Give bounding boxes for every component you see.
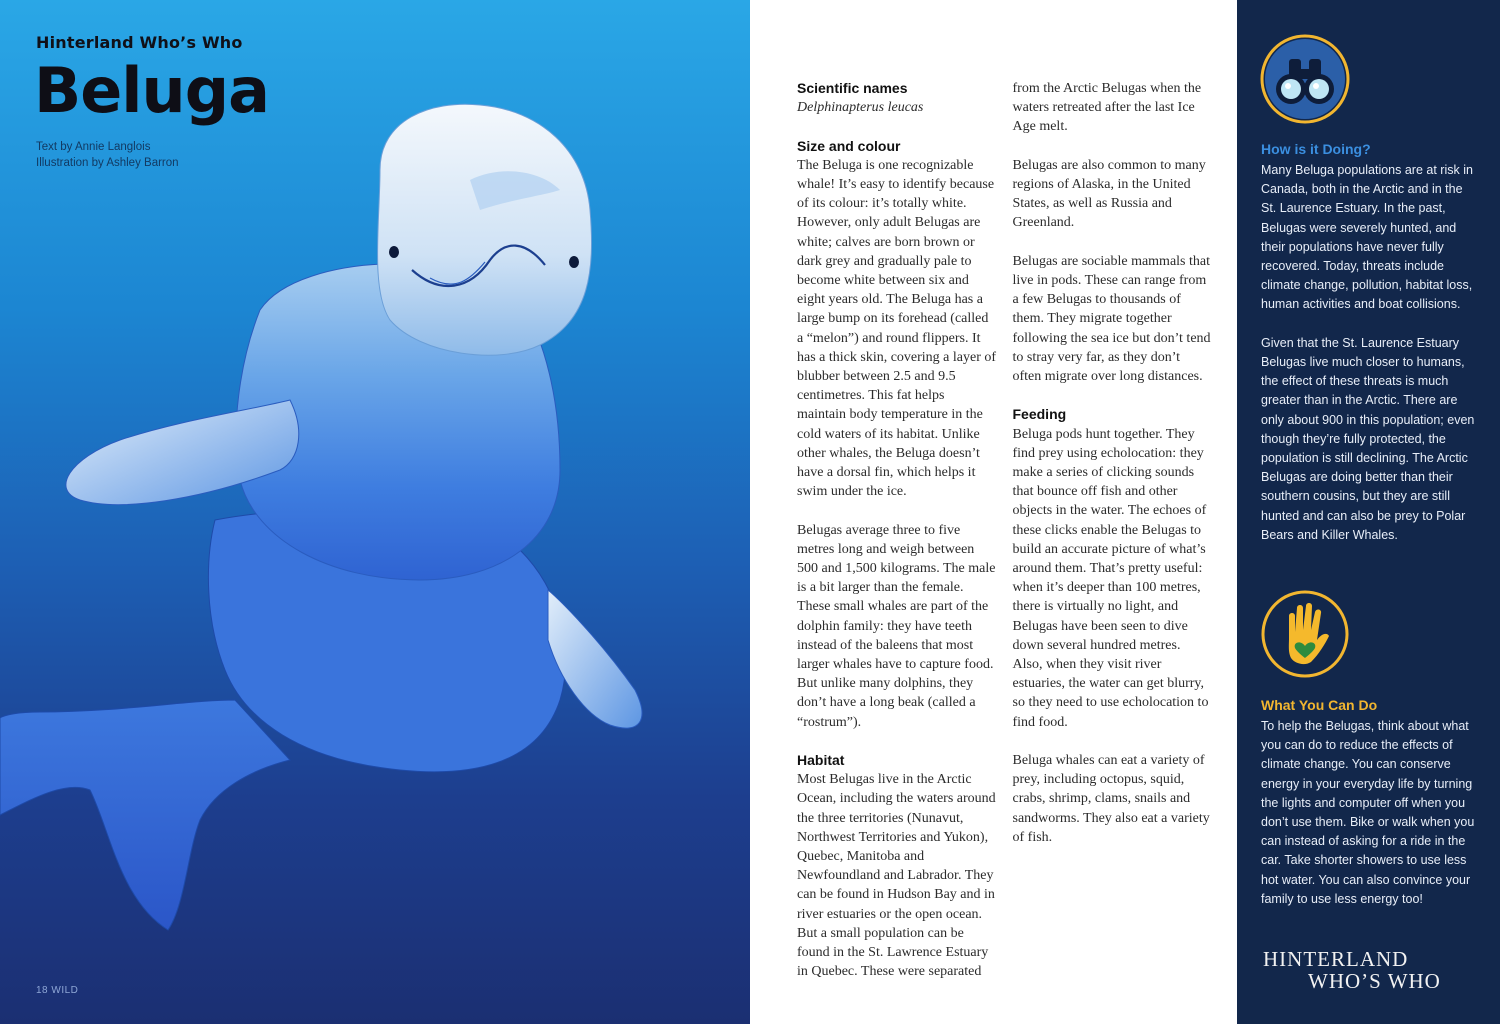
sidebar bbox=[1237, 0, 1500, 1024]
habitat-paragraph-3: Belugas are sociable mammals that live in pods. These can range from a few Belugas to thousands of them. They migrate together following the sea ice but don’t tend to stray very far, as they don’t often migrate over long distances. bbox=[1012, 253, 1211, 385]
article-body bbox=[797, 79, 1212, 989]
feeding-paragraph-2: Beluga whales can eat a variety of prey, including octopus, squid, crabs, shrimp, clams, snails and sandworms. They also eat a variety of fish. bbox=[1012, 753, 1210, 845]
what-you-can-do-text bbox=[1261, 717, 1475, 928]
page-title: Beluga bbox=[34, 54, 269, 127]
illustration-credit: Illustration by Ashley Barron bbox=[36, 157, 179, 169]
section-heading-scientific-names: Scientific names bbox=[797, 80, 908, 96]
feeding-paragraph-1: Beluga pods hunt together. They find prey using echolocation: they make a series of clicking sounds that bounce off fish and other objects in the water. The echoes of these clicks enable the Belugas to build an accurate picture of what’s around them. That’s pretty useful: when it’s deeper than 100 metres, there is virtually no light, and Belugas have been seen to dive down several hundred metres. Also, when they visit river estuaries, the water can get blurry, so they need to use echolocation to find food. bbox=[1012, 426, 1209, 730]
size-paragraph-1: The Beluga is one recognizable whale! It’s easy to identify because of its colour: it’s totally white. However, only adult Belugas are white; calves are born brown or dark grey and gradually pale to become white between six and eight years old. The Beluga has a large bump on its forehead (called a “melon”) and round flippers. It has a thick skin, covering a layer of blubber between 2.5 and 9.5 centimetres. This fat helps maintain body temperature in the cold waters of its habitat. Unlike other whales, the Beluga doesn’t have a dorsal fin, which helps it swim under the ice. bbox=[797, 157, 997, 500]
section-heading-habitat: Habitat bbox=[797, 752, 845, 769]
logo-line-2: WHO’S WHO bbox=[1308, 969, 1441, 993]
hinterland-logo bbox=[1263, 948, 1443, 992]
beluga-right-eye bbox=[569, 256, 579, 268]
hand-heart-icon bbox=[1259, 588, 1351, 680]
logo-line-1: HINTERLAND bbox=[1263, 947, 1409, 971]
text-credit: Text by Annie Langlois bbox=[36, 141, 151, 153]
beluga-tail bbox=[0, 700, 290, 930]
section-heading-size-colour: Size and colour bbox=[797, 137, 901, 154]
how-is-it-doing-heading: How is it Doing? bbox=[1261, 141, 1371, 157]
size-paragraph-2: Belugas average three to five metres long and weigh between 500 and 1,500 kilograms. The male is a bit larger than the female. These small whales are part of the dolphin family: they have teeth instead of the baleens that most larger whales have to capture food. But unlike many dolphins, they don’t have a long beak (called a “rostrum”). bbox=[797, 522, 996, 730]
series-title: Hinterland Who’s Who bbox=[36, 33, 243, 52]
how-is-it-doing-text bbox=[1261, 161, 1475, 564]
beluga-head bbox=[378, 104, 592, 355]
section-heading-feeding: Feeding bbox=[1012, 406, 1067, 423]
beluga-right-flipper bbox=[548, 590, 642, 728]
what-you-can-do-heading: What You Can Do bbox=[1261, 697, 1378, 713]
page-number: 18 WILD bbox=[36, 985, 79, 996]
habitat-paragraph-1: Most Belugas live in the Arctic Ocean, including the waters around the three territories (Nunavut, Northwest Territories and Yukon), Quebec, Manitoba and Newfoundland and Labrador. They can be found in Hudson Bay and in river estuaries or the open ocean. But a small population can be found in the St. Lawrence Estuary in Quebec. These were separated from the Arctic Belugas when the waters retreated after the last Ice Age melt. bbox=[797, 81, 1202, 980]
how-paragraph-2: Given that the St. Laurence Estuary Belugas live much closer to humans, the effect of these threats is much greater than in the Arctic. There are only about 900 in this population; even though they’re fully protected, the population is still declining. The Arctic Belugas are doing better than their southern cousins, but they are still hunted and can also be prey to Polar Bears and Killer Whales. bbox=[1261, 335, 1475, 542]
how-paragraph-1: Many Beluga populations are at risk in Canada, both in the Arctic and in the St. Laurence Estuary. In the past, Belugas were severely hunted, and their populations have never fully recovered. Today, threats include climate change, pollution, habitat loss, human activities and boat collisions. bbox=[1261, 163, 1473, 312]
what-paragraph-1: To help the Belugas, think about what you can do to reduce the effects of climate change. You can conserve energy in your everyday life by turning the lights and computer off when you don’t use them. Bike or walk when you can instead of asking for a ride in the car. Take shorter showers to use less hot water. You can also convince your family to use less energy too! bbox=[1261, 719, 1475, 906]
beluga-left-eye bbox=[389, 246, 399, 258]
credits bbox=[36, 139, 179, 171]
binoculars-icon bbox=[1259, 33, 1351, 125]
scientific-name: Delphinapterus leucas bbox=[797, 100, 924, 116]
habitat-paragraph-2: Belugas are also common to many regions of Alaska, in the United States, as well as Russia and Greenland. bbox=[1012, 157, 1206, 231]
